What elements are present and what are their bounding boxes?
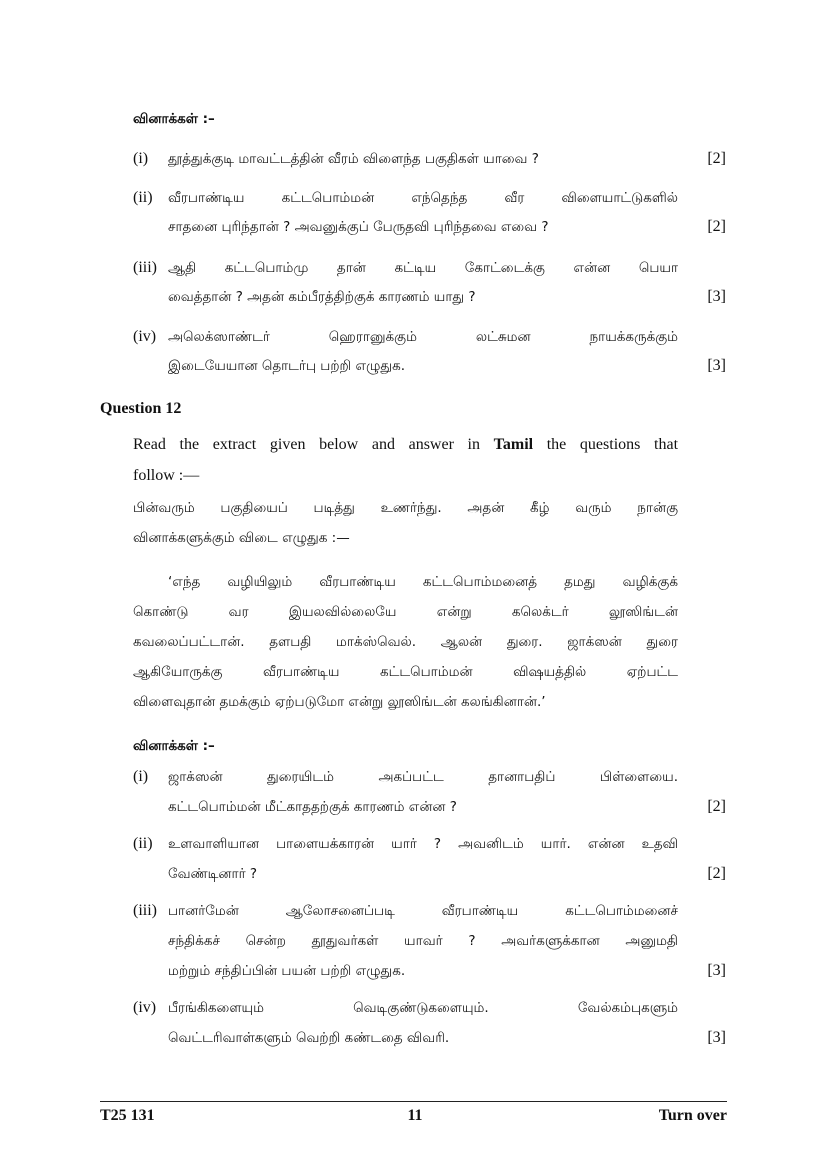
- instruction-language: Tamil: [493, 436, 534, 453]
- instruction-before: Read the extract given below and answer in: [133, 436, 480, 453]
- item-marks: [2]: [707, 865, 726, 882]
- item-number: (i): [133, 150, 149, 167]
- item-number: (ii): [133, 189, 153, 206]
- item-text: சந்திக்கச் சென்ற தூதுவர்கள் யாவர் ? அவர்களுக்கான அனுமதி: [168, 933, 678, 949]
- instruction-tamil-line1: பின்வரும் பகுதியைப் படித்து உணர்ந்து. அதன் கீழ் வரும் நான்கு: [133, 500, 678, 516]
- item-text: வேண்டினார் ?: [168, 866, 258, 882]
- item-number: (iii): [133, 259, 157, 276]
- instruction-after: the questions that: [546, 436, 679, 453]
- item-text: ஆதி கட்டபொம்மு தான் கட்டிய கோட்டைக்கு என்ன பெயா: [168, 260, 678, 276]
- item-marks: [2]: [707, 798, 726, 815]
- instruction-tamil-line2: வினாக்களுக்கும் விடை எழுதுக :—: [133, 530, 350, 546]
- item-text: அலெக்ஸாண்டர் ஹெரானுக்கும் லட்சுமன நாயக்கருக்கும்: [168, 329, 678, 345]
- item-number: (iii): [133, 902, 157, 919]
- item-text: ஜாக்ஸன் துரையிடம் அகப்பட்ட தானாபதிப் பிள்ளையை.: [168, 769, 678, 785]
- item-number: (iv): [133, 999, 157, 1016]
- item-text: கட்டபொம்மன் மீட்காததற்குக் காரணம் என்ன ?: [168, 799, 457, 815]
- item-number: (iv): [133, 328, 157, 345]
- extract-line: கவலைப்பட்டான். தளபதி மாக்ஸ்வெல். ஆலன் துரை. ஜாக்ஸன் துரை: [133, 634, 678, 650]
- item-text: பீரங்கிகளையும் வெடிகுண்டுகளையும். வேல்கம்புகளும்: [168, 1000, 678, 1016]
- extract-line: ஆகியோருக்கு வீரபாண்டிய கட்டபொம்மன் விஷயத்தில் ஏற்பட்ட: [133, 664, 678, 680]
- item-marks: [2]: [707, 218, 726, 235]
- item-number: (ii): [133, 835, 153, 852]
- item-marks: [3]: [707, 288, 726, 305]
- questions-heading-2: வினாக்கள் :–: [133, 738, 215, 754]
- item-marks: [3]: [707, 1029, 726, 1046]
- extract-line: ‘எந்த வழியிலும் வீரபாண்டிய கட்டபொம்மனைத் தமது வழிக்குக்: [168, 574, 678, 590]
- question-title: Question 12: [100, 400, 182, 417]
- item-text: வெட்டரிவாள்களும் வெற்றி கண்டதை விவரி.: [168, 1030, 450, 1046]
- item-text: சாதனை புரிந்தான் ? அவனுக்குப் பேருதவி புரிந்தவை எவை ?: [168, 219, 549, 235]
- item-marks: [2]: [707, 150, 726, 167]
- footer-page-number: 11: [407, 1107, 423, 1124]
- item-text: வைத்தான் ? அதன் கம்பீரத்திற்குக் காரணம் யாது ?: [168, 289, 476, 305]
- footer-paper-code: T25 131: [100, 1107, 155, 1124]
- extract-line: கொண்டு வர இயலவில்லையே என்று கலெக்டர் லூஸிங்டன்: [133, 604, 678, 620]
- instruction-english-line2: follow :—: [133, 467, 200, 484]
- questions-heading-1: வினாக்கள் :–: [133, 111, 215, 127]
- item-number: (i): [133, 768, 149, 785]
- instruction-english: [133, 436, 678, 454]
- item-text: தூத்துக்குடி மாவட்டத்தின் வீரம் விளைந்த பகுதிகள் யாவை ?: [168, 151, 539, 167]
- item-text: வீரபாண்டிய கட்டபொம்மன் எந்தெந்த வீர விளையாட்டுகளில்: [168, 190, 678, 206]
- extract-line: விளைவுதான் தமக்கும் ஏற்படுமோ என்று லூஸிங்டன் கலங்கினான்.’: [133, 694, 546, 710]
- footer-turn-over: Turn over: [658, 1107, 727, 1124]
- item-marks: [3]: [707, 357, 726, 374]
- item-text: இடையேயான தொடர்பு பற்றி எழுதுக.: [168, 358, 406, 374]
- item-text: மற்றும் சந்திப்பின் பயன் பற்றி எழுதுக.: [168, 963, 406, 979]
- footer-divider: [100, 1101, 727, 1102]
- item-text: உளவாளியான பாளையக்காரன் யார் ? அவனிடம் யார். என்ன உதவி: [168, 836, 678, 852]
- item-marks: [3]: [707, 962, 726, 979]
- item-text: பானர்மேன் ஆலோசனைப்படி வீரபாண்டிய கட்டபொம்மனைச்: [168, 903, 678, 919]
